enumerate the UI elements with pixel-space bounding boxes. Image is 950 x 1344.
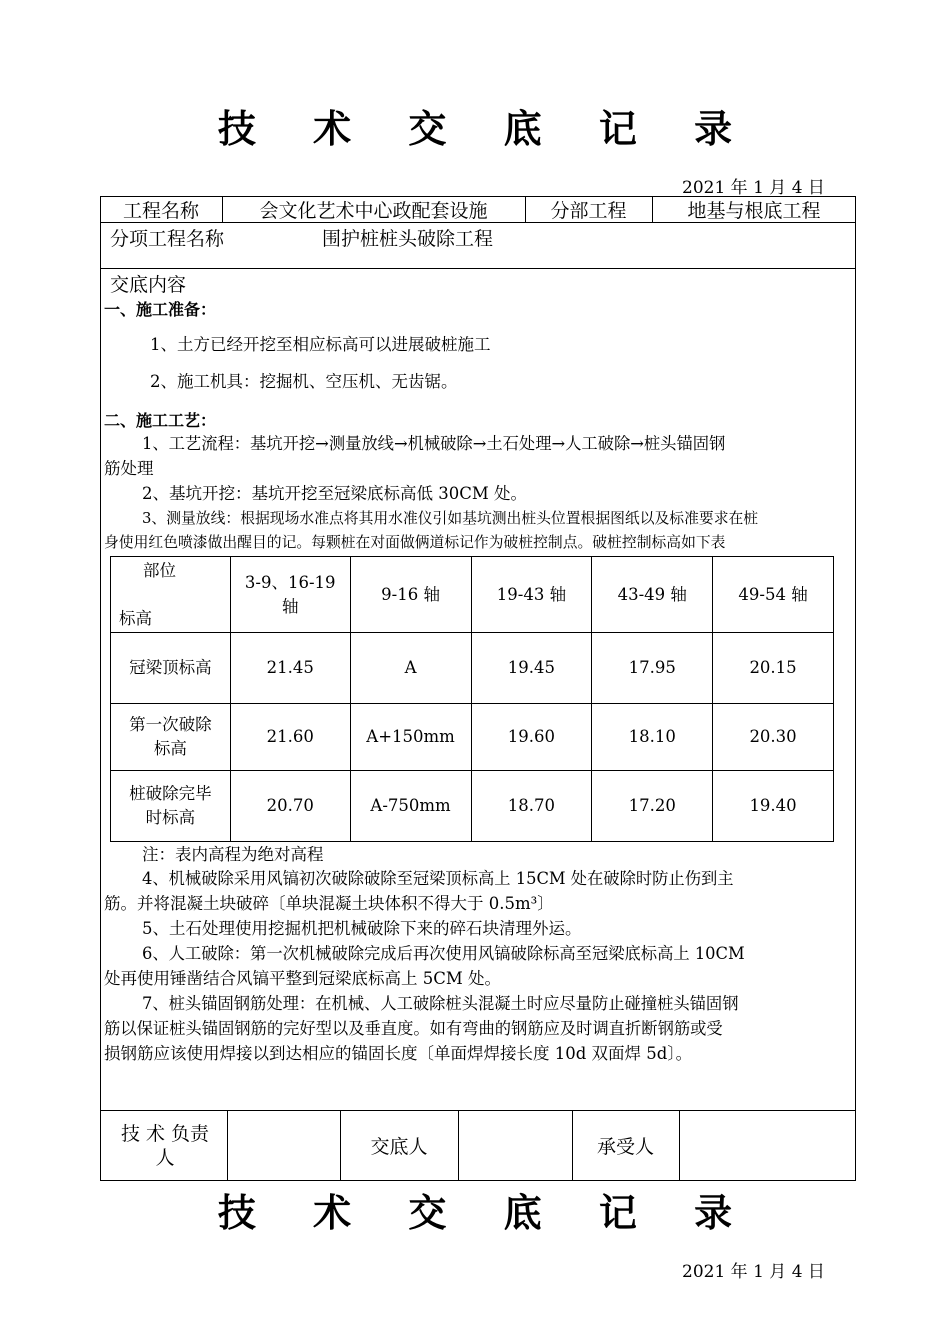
row-label: 冠梁顶标高 — [111, 633, 231, 704]
divider — [679, 1110, 680, 1181]
subitem-value: 围护桩桩头破除工程 — [322, 228, 494, 250]
table-cell: 20.70 — [230, 771, 350, 842]
table-cell: A+150mm — [350, 704, 471, 771]
receiver-label: 承受人 — [596, 1136, 654, 1158]
table-cell: 19.60 — [471, 704, 592, 771]
paragraph: 4、机械破除采用风镐初次破除破除至冠梁顶标高上 15CM 处在破除时防止伤到主 — [142, 869, 734, 888]
divider — [100, 1110, 856, 1111]
corner-bottom-label: 标高 — [119, 609, 152, 628]
paragraph: 筋以保证桩头锚固钢筋的完好型以及垂直度。如有弯曲的钢筋应及时调直折断钢筋或受 — [104, 1019, 723, 1038]
section-heading: 二、施工工艺： — [104, 411, 217, 430]
table-row — [111, 704, 834, 771]
paragraph: 筋处理 — [104, 459, 154, 478]
content-label: 交底内容 — [110, 274, 187, 296]
table-cell: 21.60 — [230, 704, 350, 771]
project-name-label: 工程名称 — [122, 199, 199, 222]
paragraph: 损钢筋应该使用焊接以到达相应的锚固长度〔单面焊焊接长度 10d 双面焊 5d〕。 — [104, 1044, 693, 1063]
tech-lead-label: 技 术 负责人 — [120, 1123, 210, 1169]
table-cell: 21.45 — [230, 633, 350, 704]
paragraph: 2、基坑开挖：基坑开挖至冠梁底标高低 30CM 处。 — [142, 484, 528, 503]
row-label: 第一次破除标高 — [111, 704, 231, 771]
column-header: 49-54 轴 — [713, 557, 834, 633]
table-cell: 18.10 — [592, 704, 713, 771]
table-row — [111, 633, 834, 704]
table-corner-cell — [111, 557, 231, 633]
column-header: 9-16 轴 — [350, 557, 471, 633]
paragraph: 2、施工机具：挖掘机、空压机、无齿锯。 — [150, 372, 458, 391]
subitem-label: 分项工程名称 — [110, 228, 225, 250]
page-title-2: 技 术 交 底 记 录 — [217, 1191, 755, 1235]
discloser-label: 交底人 — [370, 1136, 428, 1158]
paragraph: 7、桩头锚固钢筋处理：在机械、人工破除桩头混凝土时应尽量防止碰撞桩头锚固钢 — [142, 994, 739, 1013]
table-cell: 17.95 — [592, 633, 713, 704]
paragraph: 处再使用锤凿结合风镐平整到冠梁底标高上 5CM 处。 — [104, 969, 502, 988]
table-cell: 18.70 — [471, 771, 592, 842]
table-row — [111, 771, 834, 842]
table-cell: 20.30 — [713, 704, 834, 771]
paragraph: 1、工艺流程：基坑开挖→测量放线→机械破除→土石处理→人工破除→桩头锚固钢 — [142, 434, 726, 453]
table-note: 注：表内高程为绝对高程 — [142, 845, 324, 864]
paragraph: 3、测量放线：根据现场水准点将其用水准仪引如基坑测出桩头位置根据图纸以及标准要求在桩 — [142, 510, 759, 527]
page-title: 技 术 交 底 记 录 — [217, 107, 755, 151]
divider — [458, 1110, 459, 1181]
table-cell: 20.15 — [713, 633, 834, 704]
table-cell: 19.40 — [713, 771, 834, 842]
column-header: 19-43 轴 — [471, 557, 592, 633]
table-cell: 17.20 — [592, 771, 713, 842]
column-header: 43-49 轴 — [592, 557, 713, 633]
division-value: 地基与根底工程 — [687, 199, 821, 222]
paragraph: 6、人工破除：第一次机械破除完成后再次使用风镐破除标高至冠梁底标高上 10CM — [142, 944, 745, 963]
divider — [227, 1110, 228, 1181]
divider — [100, 268, 856, 269]
column-header: 3-9、16-19 轴 — [230, 557, 350, 633]
elevation-table — [110, 556, 834, 842]
table-cell: A-750mm — [350, 771, 471, 842]
paragraph: 筋。并将混凝土块破碎〔单块混凝土块体积不得大于 0.5m³〕 — [104, 894, 554, 913]
paragraph: 1、土方已经开挖至相应标高可以进展破桩施工 — [150, 335, 491, 354]
corner-top-label: 部位 — [143, 561, 176, 580]
table-cell: 19.45 — [471, 633, 592, 704]
date: 2021 年 1 月 4 日 — [682, 178, 825, 198]
division-label: 分部工程 — [550, 199, 627, 222]
date-2: 2021 年 1 月 4 日 — [682, 1262, 825, 1282]
paragraph: 5、土石处理使用挖掘机把机械破除下来的碎石块清理外运。 — [142, 919, 582, 938]
paragraph: 身使用红色喷漆做出醒目的记。每颗桩在对面做俩道标记作为破桩控制点。破桩控制标高如下表 — [104, 534, 726, 551]
table-cell: A — [350, 633, 471, 704]
section-heading: 一、施工准备： — [104, 300, 217, 319]
project-name-value: 会文化艺术中心政配套设施 — [259, 199, 488, 222]
row-label: 桩破除完毕时标高 — [111, 771, 231, 842]
